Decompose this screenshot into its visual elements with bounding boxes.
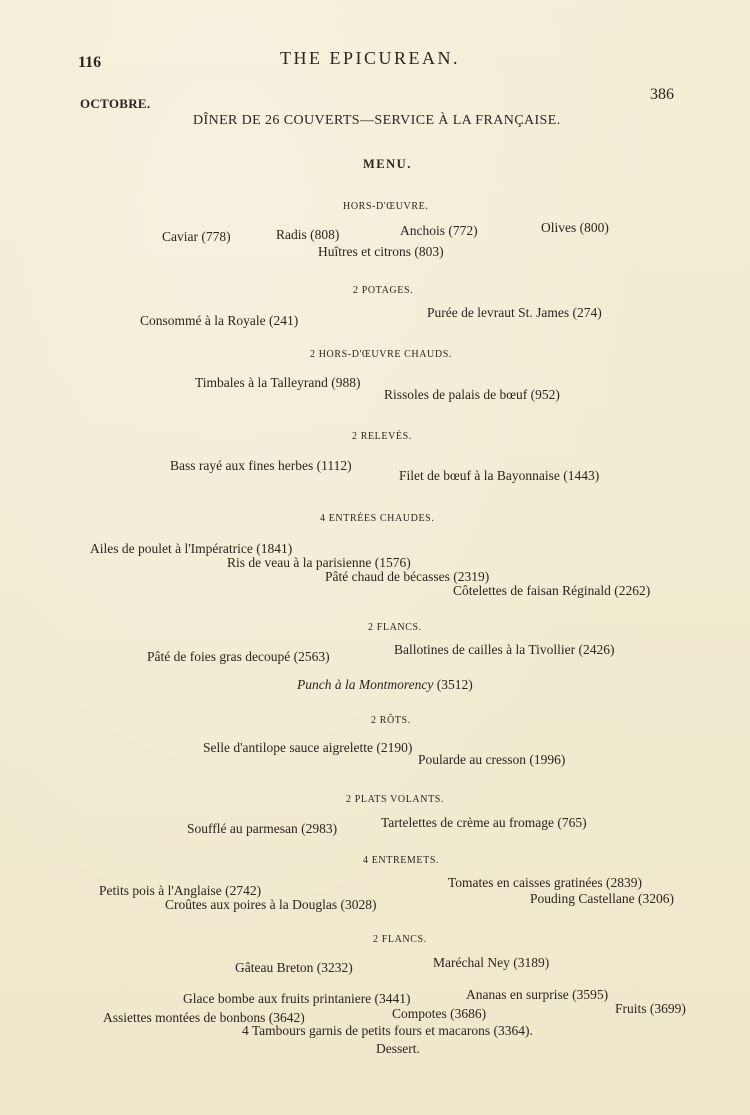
menu-item: 4 Tambours garnis de petits fours et macarons (3364). <box>242 1023 533 1038</box>
punch-item <box>297 678 473 692</box>
menu-item: Huîtres et citrons (803) <box>318 244 444 259</box>
page-number: 116 <box>78 54 102 71</box>
menu-item: Pouding Castellane (3206) <box>530 891 674 906</box>
menu-item: Ananas en surprise (3595) <box>466 987 609 1002</box>
section-heading-releves: 2 RELEVÉS. <box>352 431 412 442</box>
menu-item: Rissoles de palais de bœuf (952) <box>384 387 560 402</box>
menu-item: Timbales à la Talleyrand (988) <box>195 375 361 390</box>
month-label: OCTOBRE. <box>80 96 151 111</box>
menu-item: Olives (800) <box>541 220 609 235</box>
menu-item: Bass rayé aux fines herbes (1112) <box>170 458 352 473</box>
menu-item: Tomates en caisses gratinées (2839) <box>448 875 642 890</box>
punch-ref: (3512) <box>436 677 473 692</box>
menu-item: Maréchal Ney (3189) <box>433 955 550 970</box>
menu-item: Consommé à la Royale (241) <box>140 313 299 328</box>
menu-item: Gâteau Breton (3232) <box>235 960 353 975</box>
menu-item: Selle d'antilope sauce aigrelette (2190) <box>203 740 413 755</box>
menu-item: Croûtes aux poires à la Douglas (3028) <box>165 897 377 912</box>
punch-name: Punch à la Montmorency <box>297 677 434 692</box>
menu-title: MENU. <box>363 157 412 171</box>
menu-item: Pâté chaud de bécasses (2319) <box>325 569 490 584</box>
menu-item: Ailes de poulet à l'Impératrice (1841) <box>90 541 293 556</box>
menu-item: Tartelettes de crème au fromage (765) <box>381 815 587 830</box>
menu-item: Purée de levraut St. James (274) <box>427 305 602 320</box>
menu-item: Ballotines de cailles à la Tivollier (2426) <box>394 642 615 657</box>
menu-item: Poularde au cresson (1996) <box>418 752 566 767</box>
menu-item: Petits pois à l'Anglaise (2742) <box>99 883 262 898</box>
section-heading-potages: 2 POTAGES. <box>353 285 414 296</box>
menu-number: 386 <box>650 86 674 103</box>
menu-item: Compotes (3686) <box>392 1006 487 1021</box>
menu-item: Fruits (3699) <box>615 1001 686 1016</box>
section-heading-rots: 2 RÔTS. <box>371 715 411 726</box>
menu-item: Radis (808) <box>276 227 340 242</box>
dinner-title: DÎNER DE 26 COUVERTS—SERVICE À LA FRANÇAISE. <box>193 113 561 128</box>
menu-item: Ris de veau à la parisienne (1576) <box>227 555 411 570</box>
section-heading-hors-doeuvre-chauds: 2 HORS-D'ŒUVRE CHAUDS. <box>310 349 452 360</box>
section-heading-entremets: 4 ENTREMETS. <box>363 855 440 866</box>
section-heading-flancs: 2 FLANCS. <box>368 622 422 633</box>
running-title: THE EPICUREAN. <box>280 48 460 68</box>
menu-item: Pâté de foies gras decoupé (2563) <box>147 649 330 664</box>
menu-item: Filet de bœuf à la Bayonnaise (1443) <box>399 468 600 483</box>
section-heading-flancs: 2 FLANCS. <box>373 934 427 945</box>
menu-item: Côtelettes de faisan Réginald (2262) <box>453 583 651 598</box>
menu-item: Soufflé au parmesan (2983) <box>187 821 338 836</box>
dessert-label: Dessert. <box>376 1041 420 1056</box>
menu-item: Anchois (772) <box>400 223 478 238</box>
section-heading-entrees-chaudes: 4 ENTRÉES CHAUDES. <box>320 513 435 524</box>
menu-item: Glace bombe aux fruits printaniere (3441) <box>183 991 411 1006</box>
menu-item: Caviar (778) <box>162 229 231 244</box>
section-heading-plats-volants: 2 PLATS VOLANTS. <box>346 794 445 805</box>
section-heading-hors-doeuvre: HORS-D'ŒUVRE. <box>343 201 429 212</box>
menu-item: Assiettes montées de bonbons (3642) <box>103 1010 305 1025</box>
